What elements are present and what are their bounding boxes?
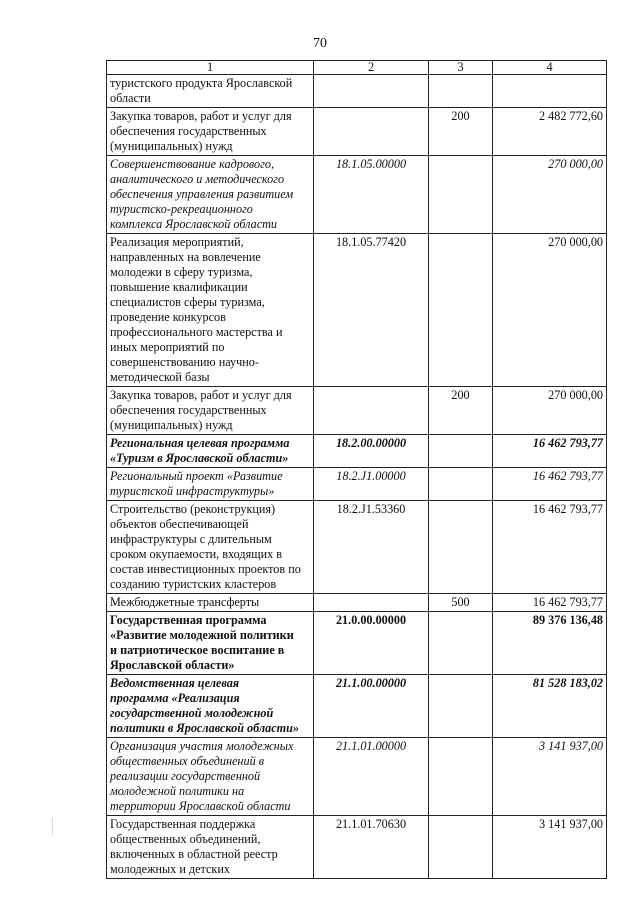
row-expense-type	[429, 738, 493, 816]
row-name: Межбюджетные трансферты	[107, 594, 314, 612]
row-sum: 16 462 793,77	[493, 594, 607, 612]
row-sum: 270 000,00	[493, 156, 607, 234]
row-expense-type	[429, 75, 493, 108]
row-code: 21.1.00.00000	[314, 675, 429, 738]
table-row	[107, 816, 607, 879]
row-name: Строительство (реконструкция) объектов обеспечивающей инфраструктуры с длительным сроком окупаемости, входящих в состав инвестиционных проектов по созданию туристских кластеров	[107, 501, 314, 594]
row-code	[314, 108, 429, 156]
row-sum: 3 141 937,00	[493, 738, 607, 816]
row-expense-type	[429, 675, 493, 738]
row-name: Закупка товаров, работ и услуг для обеспечения государственных (муниципальных) нужд	[107, 387, 314, 435]
row-code: 18.1.05.77420	[314, 234, 429, 387]
row-expense-type: 500	[429, 594, 493, 612]
row-sum: 16 462 793,77	[493, 435, 607, 468]
row-expense-type	[429, 468, 493, 501]
scan-margin-mark	[52, 818, 59, 836]
table-row	[107, 156, 607, 234]
column-header-3: 3	[429, 61, 493, 75]
row-name: Ведомственная целевая программа «Реализация государственной молодежной политики в Ярославской области»	[107, 675, 314, 738]
row-expense-type	[429, 435, 493, 468]
row-code: 18.2.00.00000	[314, 435, 429, 468]
column-header-2: 2	[314, 61, 429, 75]
budget-table	[106, 60, 607, 879]
row-expense-type: 200	[429, 387, 493, 435]
table-row	[107, 75, 607, 108]
table-row	[107, 738, 607, 816]
table-row	[107, 468, 607, 501]
row-code	[314, 594, 429, 612]
table-row	[107, 108, 607, 156]
row-sum: 270 000,00	[493, 387, 607, 435]
table-row	[107, 387, 607, 435]
table-row	[107, 501, 607, 594]
row-sum: 270 000,00	[493, 234, 607, 387]
row-code: 18.2.J1.53360	[314, 501, 429, 594]
row-name: Государственная программа «Развитие молодежной политики и патриотическое воспитание в Ярославской области»	[107, 612, 314, 675]
row-name: Совершенствование кадрового, аналитического и методического обеспечения управления развитием туристско-рекреационного комплекса Ярославской области	[107, 156, 314, 234]
row-code	[314, 75, 429, 108]
column-header-1: 1	[107, 61, 314, 75]
page-number: 70	[313, 36, 327, 51]
row-code	[314, 387, 429, 435]
row-sum: 2 482 772,60	[493, 108, 607, 156]
row-name: Реализация мероприятий, направленных на вовлечение молодежи в сферу туризма, повышение квалификации специалистов сферы туризма, проведение конкурсов профессионального мастерства и иных мероприятий по совершенствованию научно- методической базы	[107, 234, 314, 387]
row-sum: 81 528 183,02	[493, 675, 607, 738]
column-header-4: 4	[493, 61, 607, 75]
row-sum: 16 462 793,77	[493, 468, 607, 501]
table-row	[107, 675, 607, 738]
table-row	[107, 594, 607, 612]
row-sum: 16 462 793,77	[493, 501, 607, 594]
row-sum	[493, 75, 607, 108]
header-row	[107, 61, 607, 75]
row-expense-type	[429, 156, 493, 234]
row-expense-type	[429, 501, 493, 594]
row-expense-type	[429, 612, 493, 675]
row-name: Региональная целевая программа «Туризм в Ярославской области»	[107, 435, 314, 468]
table-row	[107, 435, 607, 468]
row-name: Государственная поддержка общественных объединений, включенных в областной реестр молодежных и детских	[107, 816, 314, 879]
row-name: Региональный проект «Развитие туристской инфраструктуры»	[107, 468, 314, 501]
row-code: 18.1.05.00000	[314, 156, 429, 234]
table-row	[107, 612, 607, 675]
table-row	[107, 234, 607, 387]
row-code: 21.0.00.00000	[314, 612, 429, 675]
row-name: Организация участия молодежных общественных объединений в реализации государственной молодежной политики на территории Ярославской области	[107, 738, 314, 816]
row-code: 18.2.J1.00000	[314, 468, 429, 501]
row-expense-type	[429, 816, 493, 879]
row-code: 21.1.01.00000	[314, 738, 429, 816]
row-sum: 3 141 937,00	[493, 816, 607, 879]
row-expense-type: 200	[429, 108, 493, 156]
row-code: 21.1.01.70630	[314, 816, 429, 879]
row-expense-type	[429, 234, 493, 387]
row-sum: 89 376 136,48	[493, 612, 607, 675]
row-name: туристского продукта Ярославской области	[107, 75, 314, 108]
row-name: Закупка товаров, работ и услуг для обеспечения государственных (муниципальных) нужд	[107, 108, 314, 156]
